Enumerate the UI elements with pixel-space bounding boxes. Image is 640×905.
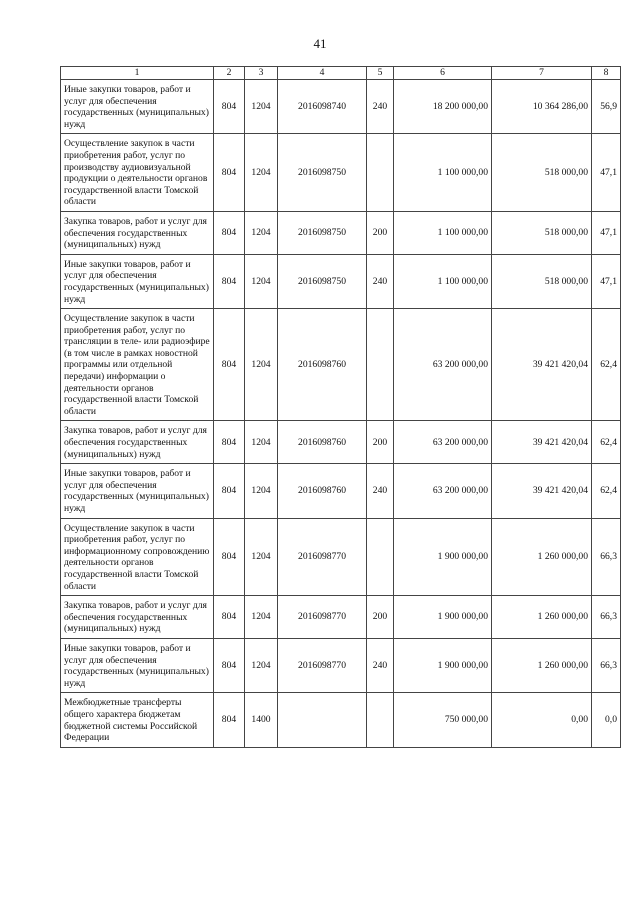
cell-ministry-code: 804 — [214, 134, 245, 212]
cell-plan-amount: 1 100 000,00 — [394, 254, 492, 308]
cell-target-article: 2016098770 — [278, 518, 367, 596]
table-row — [61, 464, 621, 518]
cell-name: Осуществление закупок в части приобретения работ, услуг по производству аудиовизуальной продукции о деятельности органов государственной власти Томской области — [61, 134, 214, 212]
cell-percent: 62,4 — [592, 421, 621, 464]
cell-ministry-code: 804 — [214, 693, 245, 747]
cell-ministry-code: 804 — [214, 518, 245, 596]
cell-section-code: 1204 — [245, 309, 278, 421]
cell-target-article: 2016098760 — [278, 421, 367, 464]
cell-expense-type: 240 — [367, 638, 394, 692]
cell-expense-type — [367, 693, 394, 747]
cell-expense-type — [367, 134, 394, 212]
cell-section-code: 1204 — [245, 464, 278, 518]
cell-expense-type: 240 — [367, 464, 394, 518]
cell-plan-amount: 1 900 000,00 — [394, 638, 492, 692]
cell-target-article: 2016098750 — [278, 134, 367, 212]
cell-actual-amount: 39 421 420,04 — [492, 421, 592, 464]
cell-ministry-code: 804 — [214, 638, 245, 692]
table-row — [61, 421, 621, 464]
cell-section-code: 1204 — [245, 211, 278, 254]
cell-expense-type — [367, 309, 394, 421]
budget-table — [60, 66, 621, 748]
table-row — [61, 638, 621, 692]
cell-expense-type: 240 — [367, 80, 394, 134]
cell-actual-amount: 0,00 — [492, 693, 592, 747]
cell-expense-type: 200 — [367, 211, 394, 254]
cell-expense-type — [367, 518, 394, 596]
cell-name: Иные закупки товаров, работ и услуг для обеспечения государственных (муниципальных) нужд — [61, 80, 214, 134]
cell-name: Иные закупки товаров, работ и услуг для обеспечения государственных (муниципальных) нужд — [61, 638, 214, 692]
cell-ministry-code: 804 — [214, 464, 245, 518]
table-row — [61, 518, 621, 596]
cell-ministry-code: 804 — [214, 254, 245, 308]
header-cell: 1 — [61, 67, 214, 80]
cell-expense-type: 200 — [367, 596, 394, 639]
header-cell: 8 — [592, 67, 621, 80]
cell-target-article: 2016098770 — [278, 596, 367, 639]
table-row — [61, 693, 621, 747]
cell-name: Межбюджетные трансферты общего характера бюджетам бюджетной системы Российской Федерации — [61, 693, 214, 747]
cell-percent: 62,4 — [592, 464, 621, 518]
cell-percent: 66,3 — [592, 596, 621, 639]
cell-target-article: 2016098750 — [278, 254, 367, 308]
header-cell: 3 — [245, 67, 278, 80]
cell-plan-amount: 63 200 000,00 — [394, 309, 492, 421]
cell-expense-type: 200 — [367, 421, 394, 464]
cell-actual-amount: 10 364 286,00 — [492, 80, 592, 134]
cell-ministry-code: 804 — [214, 421, 245, 464]
cell-name: Закупка товаров, работ и услуг для обеспечения государственных (муниципальных) нужд — [61, 421, 214, 464]
header-cell: 4 — [278, 67, 367, 80]
cell-plan-amount: 1 100 000,00 — [394, 211, 492, 254]
table-row — [61, 211, 621, 254]
cell-actual-amount: 1 260 000,00 — [492, 638, 592, 692]
cell-name: Осуществление закупок в части приобретения работ, услуг по трансляции в теле- или радиоэфире (в том числе в рамках новостной программы или отдельной передачи) информации о деятельности органов государственной власти Томской области — [61, 309, 214, 421]
cell-percent: 66,3 — [592, 638, 621, 692]
cell-target-article: 2016098760 — [278, 309, 367, 421]
cell-ministry-code: 804 — [214, 211, 245, 254]
cell-percent: 0,0 — [592, 693, 621, 747]
cell-ministry-code: 804 — [214, 596, 245, 639]
cell-percent: 47,1 — [592, 134, 621, 212]
cell-plan-amount: 1 100 000,00 — [394, 134, 492, 212]
cell-actual-amount: 518 000,00 — [492, 134, 592, 212]
cell-percent: 47,1 — [592, 254, 621, 308]
cell-actual-amount: 518 000,00 — [492, 254, 592, 308]
cell-target-article — [278, 693, 367, 747]
page-number: 41 — [313, 36, 327, 51]
cell-percent: 66,3 — [592, 518, 621, 596]
cell-section-code: 1400 — [245, 693, 278, 747]
header-row — [61, 67, 621, 80]
cell-section-code: 1204 — [245, 596, 278, 639]
cell-section-code: 1204 — [245, 638, 278, 692]
table-row — [61, 80, 621, 134]
cell-name: Закупка товаров, работ и услуг для обеспечения государственных (муниципальных) нужд — [61, 211, 214, 254]
cell-target-article: 2016098750 — [278, 211, 367, 254]
cell-ministry-code: 804 — [214, 309, 245, 421]
header-cell: 5 — [367, 67, 394, 80]
table-row — [61, 309, 621, 421]
cell-expense-type: 240 — [367, 254, 394, 308]
cell-name: Иные закупки товаров, работ и услуг для обеспечения государственных (муниципальных) нужд — [61, 464, 214, 518]
table-row — [61, 596, 621, 639]
cell-actual-amount: 39 421 420,04 — [492, 464, 592, 518]
cell-plan-amount: 18 200 000,00 — [394, 80, 492, 134]
cell-name: Иные закупки товаров, работ и услуг для обеспечения государственных (муниципальных) нужд — [61, 254, 214, 308]
cell-section-code: 1204 — [245, 518, 278, 596]
cell-actual-amount: 1 260 000,00 — [492, 518, 592, 596]
cell-name: Закупка товаров, работ и услуг для обеспечения государственных (муниципальных) нужд — [61, 596, 214, 639]
cell-plan-amount: 63 200 000,00 — [394, 464, 492, 518]
cell-name: Осуществление закупок в части приобретения работ, услуг по информационному сопровождению деятельности органов государственной власти Томской области — [61, 518, 214, 596]
table-row — [61, 134, 621, 212]
header-cell: 7 — [492, 67, 592, 80]
cell-percent: 47,1 — [592, 211, 621, 254]
cell-section-code: 1204 — [245, 254, 278, 308]
cell-ministry-code: 804 — [214, 80, 245, 134]
cell-section-code: 1204 — [245, 421, 278, 464]
cell-actual-amount: 1 260 000,00 — [492, 596, 592, 639]
cell-section-code: 1204 — [245, 80, 278, 134]
cell-percent: 62,4 — [592, 309, 621, 421]
cell-target-article: 2016098760 — [278, 464, 367, 518]
cell-actual-amount: 39 421 420,04 — [492, 309, 592, 421]
cell-plan-amount: 1 900 000,00 — [394, 518, 492, 596]
cell-percent: 56,9 — [592, 80, 621, 134]
cell-plan-amount: 63 200 000,00 — [394, 421, 492, 464]
cell-plan-amount: 1 900 000,00 — [394, 596, 492, 639]
header-cell: 2 — [214, 67, 245, 80]
cell-target-article: 2016098740 — [278, 80, 367, 134]
cell-actual-amount: 518 000,00 — [492, 211, 592, 254]
cell-target-article: 2016098770 — [278, 638, 367, 692]
cell-section-code: 1204 — [245, 134, 278, 212]
header-cell: 6 — [394, 67, 492, 80]
table-row — [61, 254, 621, 308]
cell-plan-amount: 750 000,00 — [394, 693, 492, 747]
